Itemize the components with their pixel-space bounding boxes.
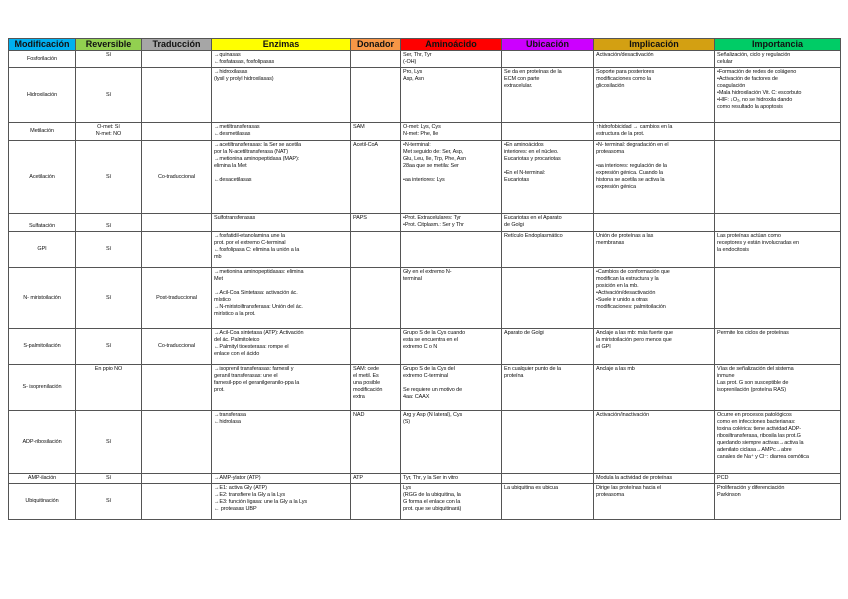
cell-amino-acid [401, 68, 502, 123]
cell-amino-acid [401, 214, 502, 232]
cell-line: •N- terminal: degradación en el [596, 142, 669, 148]
cell-line: →metionina aminopeptidasas: elimina [214, 269, 304, 275]
cell-line: (RGG de la ubiquitina, la [403, 492, 461, 498]
header-implication: Implicación [594, 39, 715, 51]
cell-line: ribosiltransferasa, ribosila las prot.G [717, 433, 801, 439]
table-row [9, 484, 841, 520]
cell-line: Aparato de Golgi [504, 330, 544, 336]
cell-amino-acid [401, 365, 502, 411]
cell-translation [142, 484, 212, 520]
cell-line: Sulfotransferasas [214, 215, 256, 221]
cell-line: extra [353, 394, 365, 400]
cell-amino-acid [401, 141, 502, 214]
cell-line: prot. [214, 387, 225, 393]
cell-line: PAPS [353, 215, 367, 221]
table-row [9, 411, 841, 474]
cell-line: •Prot. Citplasm.: Ser y Thr [403, 222, 464, 228]
table-row [9, 141, 841, 214]
cell-modification: Acetilación [9, 141, 76, 214]
cell-amino-acid [401, 329, 502, 365]
cell-modification: Hidroxilación [9, 68, 76, 123]
cell-line: Gly en el extremo N- [403, 269, 452, 275]
cell-line: extremo C o N [403, 344, 438, 350]
cell-line: Tyr, Thr, y la Ser in vitro [403, 475, 458, 481]
cell-line: Eucariotas en el Aparato [504, 215, 562, 221]
cell-line: •Formación de redes de colágeno [717, 69, 797, 75]
cell-line: →Acil-Coa sintetasa (ATP): Activación [214, 330, 304, 336]
cell-line: →hidroxilasas [214, 69, 248, 75]
cell-line: Sí [106, 498, 111, 504]
cell-line: glicosilación [596, 83, 625, 89]
cell-line: •Activación/desactivación [596, 290, 656, 296]
cell-line: Sí [106, 294, 111, 301]
cell-line: NAD [353, 412, 365, 418]
cell-line: En ppio NO [94, 366, 123, 372]
cell-line: O-met: Lys, Cys [403, 124, 441, 130]
cell-enzymes [212, 329, 351, 365]
cell-line: G forma el enlace con la [403, 499, 461, 505]
cell-reversible [76, 51, 142, 68]
cell-translation: Co-traduccional [142, 329, 212, 365]
cell-donor [351, 329, 401, 365]
cell-line: Eucariotas [504, 177, 529, 183]
cell-line: Vías de señalización del sistema [717, 366, 794, 372]
cell-line: Eucariotas y procariotas [504, 156, 561, 162]
cell-location [502, 411, 594, 474]
cell-reversible [76, 484, 142, 520]
header-row [9, 39, 841, 51]
cell-line: Arg y Asp (N lateral), Cys [403, 412, 463, 418]
cell-line: modificaciones: palmitoilación [596, 304, 666, 310]
cell-importance [715, 214, 841, 232]
cell-line: Glu, Leu, Ile, Trp, Phe, Asn [403, 156, 466, 162]
cell-modification: ADP-ribosilación [9, 411, 76, 474]
cell-donor [351, 411, 401, 474]
cell-importance [715, 474, 841, 484]
table-row [9, 329, 841, 365]
cell-implication [594, 123, 715, 141]
cell-line [214, 170, 348, 177]
cell-line: SAM: cede [353, 366, 380, 372]
cell-line: (S) [403, 419, 411, 425]
cell-donor [351, 365, 401, 411]
cell-amino-acid [401, 484, 502, 520]
cell-line [596, 156, 712, 163]
table-row [9, 51, 841, 68]
cell-line [403, 170, 499, 177]
cell-line: membranas [596, 240, 625, 246]
cell-location [502, 268, 594, 329]
cell-amino-acid [401, 51, 502, 68]
cell-line: terminal [403, 276, 422, 282]
cell-line: geranil transferasas: une el [214, 373, 278, 379]
cell-line: ←desmetilasas [214, 131, 251, 137]
cell-line: •Cambios de conformación que [596, 269, 670, 275]
cell-reversible [76, 365, 142, 411]
cell-modification: S- isoprenilación [9, 365, 76, 411]
cell-line: Sí [106, 343, 111, 349]
cell-line: •aa interiores: Lys [403, 177, 445, 183]
cell-importance [715, 51, 841, 68]
cell-line: toxina colérica: tiene actividad ADP- [717, 426, 802, 432]
cell-importance [715, 141, 841, 214]
cell-translation [142, 411, 212, 474]
header-amino-acid: Aminoácido [401, 39, 502, 51]
cell-implication [594, 51, 715, 68]
cell-line [504, 163, 591, 170]
cell-line: SAM [353, 124, 365, 130]
cell-line: como en infecciones bacterianas: [717, 419, 796, 425]
table-container [8, 38, 840, 520]
cell-modification: Ubiquitinación [9, 484, 76, 520]
cell-line: inmune [717, 373, 735, 379]
cell-enzymes [212, 214, 351, 232]
cell-donor [351, 484, 401, 520]
cell-enzymes [212, 411, 351, 474]
cell-line: Señalización, ciclo y regulación [717, 52, 791, 58]
cell-line: Anclaje a las mb: más fuerte que [596, 330, 673, 336]
table-row [9, 365, 841, 411]
cell-location [502, 329, 594, 365]
cell-location [502, 365, 594, 411]
cell-line: →isoprenil transferasas: farnesil y [214, 366, 294, 372]
cell-translation [142, 214, 212, 232]
cell-enzymes [212, 268, 351, 329]
cell-modification: AMP-ilación [9, 474, 76, 484]
cell-line: de Golgi [504, 222, 524, 228]
cell-line: (lysil y prolyl hidroxilasas) [214, 76, 274, 82]
cell-line: ←desacetilasas [214, 177, 252, 183]
cell-line: N-met: NO [95, 131, 122, 137]
cell-enzymes [212, 484, 351, 520]
cell-importance [715, 123, 841, 141]
cell-line: →acetiltransferasas: la Ser se acetila [214, 142, 301, 148]
cell-line: Anclaje a las mb [596, 366, 635, 372]
cell-line: •N-terminal: [403, 142, 431, 148]
cell-amino-acid [401, 411, 502, 474]
cell-enzymes [212, 474, 351, 484]
cell-line: Activación/desactivación [596, 52, 654, 58]
cell-line [403, 380, 499, 387]
cell-implication [594, 232, 715, 268]
cell-line: •Prot. Extracelulares: Tyr [403, 215, 461, 221]
cell-translation [142, 232, 212, 268]
cell-line: expresión génica [596, 184, 636, 190]
cell-reversible [76, 214, 142, 232]
table-row [9, 123, 841, 141]
cell-reversible [76, 68, 142, 123]
cell-line: ←hidrolasa [214, 419, 241, 425]
cell-enzymes [212, 123, 351, 141]
cell-line: →N-miristoiltransferasa: Unión del ác. [214, 304, 303, 310]
cell-importance [715, 268, 841, 329]
cell-translation [142, 51, 212, 68]
cell-line: prot. que se ubiquitinará) [403, 506, 462, 512]
cell-line: enlace con el ácido [214, 351, 260, 357]
cell-line: Modula la actividad de proteínas [596, 475, 672, 481]
cell-line: Pro, Lys [403, 69, 423, 75]
cell-line: Acetil-CoA [353, 142, 378, 148]
cell-donor [351, 232, 401, 268]
cell-implication [594, 484, 715, 520]
cell-line: •Activación de factores de [717, 76, 778, 82]
cell-donor [351, 268, 401, 329]
cell-line: →transferasa [214, 412, 246, 418]
cell-line: Las proteínas actúan como [717, 233, 781, 239]
cell-line: Grupo S de la Cys del [403, 366, 455, 372]
cell-line: Ocurre en procesos patológicos [717, 412, 792, 418]
cell-line: quedando siempre activas→activa la [717, 440, 804, 446]
cell-amino-acid [401, 123, 502, 141]
table-row [9, 268, 841, 329]
cell-line: N-met: Phe, Ile [403, 131, 439, 137]
cell-line: Proliferación y diferenciación [717, 485, 785, 491]
cell-line: Sí [106, 475, 111, 481]
cell-line: histona se acetila se activa la [596, 177, 665, 183]
cell-line: isoprenilación (proteína RAS) [717, 387, 786, 393]
cell-location [502, 214, 594, 232]
cell-line: •Mala hidroxilación Vit. C: escorbuto [717, 90, 802, 96]
cell-donor [351, 474, 401, 484]
cell-line: una posible [353, 380, 381, 386]
cell-importance [715, 365, 841, 411]
cell-line: Dirige las proteínas hacia el [596, 485, 661, 491]
cell-donor [351, 123, 401, 141]
cell-modification: S-palmitoilación [9, 329, 76, 365]
header-translation: Traducción [142, 39, 212, 51]
cell-enzymes [212, 51, 351, 68]
cell-location [502, 123, 594, 141]
header-modification: Modificación [9, 39, 76, 51]
cell-line: Activación/inactivación [596, 412, 650, 418]
cell-translation [142, 474, 212, 484]
cell-line: por la N-acetiltransferasa (NAT) [214, 149, 289, 155]
cell-location [502, 51, 594, 68]
cell-amino-acid [401, 232, 502, 268]
cell-importance [715, 329, 841, 365]
cell-amino-acid [401, 474, 502, 484]
cell-location [502, 484, 594, 520]
cell-line: Sí [106, 246, 111, 252]
cell-implication [594, 329, 715, 365]
cell-line: Soporte para posteriores [596, 69, 655, 75]
header-importance: Importancia [715, 39, 841, 51]
cell-location [502, 474, 594, 484]
cell-line: En cualquier punto de la [504, 366, 561, 372]
table-row [9, 68, 841, 123]
cell-reversible [76, 268, 142, 329]
cell-reversible [76, 411, 142, 474]
cell-line: Parkinson [717, 492, 741, 498]
cell-importance [715, 411, 841, 474]
cell-line: →Acil-Coa Sintetasa: activación ác. [214, 290, 298, 296]
cell-modification: N- miristoilación [9, 268, 76, 329]
cell-line: elimina la Met [214, 163, 247, 169]
cell-line: proteína [504, 373, 524, 379]
cell-line: Asp, Asn [403, 76, 424, 82]
cell-line: →metiltransferasas [214, 124, 260, 130]
cell-implication [594, 141, 715, 214]
cell-line: mb [214, 254, 222, 260]
cell-line: Met seguido de: Ser, Asp, [403, 149, 464, 155]
cell-line: prot. por el extremo C-terminal [214, 240, 286, 246]
cell-line: PCD [717, 475, 729, 481]
cell-line: proteasoma [596, 149, 625, 155]
cell-implication [594, 365, 715, 411]
cell-line: místico [214, 297, 231, 303]
cell-line: celular [717, 59, 733, 65]
cell-line: Sí [106, 173, 111, 180]
cell-line: proteasoma [596, 492, 625, 498]
cell-line: La ubiquitina es ubicua [504, 485, 558, 491]
cell-enzymes [212, 141, 351, 214]
cell-line: farnesil-ppo el geranilgeranilo-ppa la [214, 380, 300, 386]
cell-modification: Sulfatación [9, 214, 76, 232]
cell-line: interiores: en el núcleo. [504, 149, 559, 155]
cell-line: esta se encuentra en el [403, 337, 458, 343]
cell-line: ←Palmityl tioesterasa: rompe el [214, 344, 289, 350]
cell-translation: Co-traduccional [142, 141, 212, 214]
table-row [9, 474, 841, 484]
cell-line: Retículo Endoplasmático [504, 233, 563, 239]
cell-line: Sí [106, 52, 111, 58]
cell-line: el GPI [596, 344, 611, 350]
cell-reversible [76, 232, 142, 268]
cell-line: •En el N-terminal: [504, 170, 546, 176]
cell-line: receptores y están involucradas en [717, 240, 799, 246]
cell-line: modifican la estructura y la [596, 276, 659, 282]
cell-translation [142, 365, 212, 411]
cell-modification: GPI [9, 232, 76, 268]
ptm-table [8, 38, 841, 520]
cell-line: →metionina aminopeptidasa (MAP): [214, 156, 300, 162]
cell-amino-acid [401, 268, 502, 329]
cell-modification: Metilación [9, 123, 76, 141]
cell-translation: Post-traduccional [142, 268, 212, 329]
cell-translation [142, 68, 212, 123]
cell-enzymes [212, 232, 351, 268]
cell-line: el metil. Es [353, 373, 379, 379]
table-row [9, 214, 841, 232]
header-donor: Donador [351, 39, 401, 51]
cell-importance [715, 68, 841, 123]
cell-line: Grupo S de la Cys cuando [403, 330, 466, 336]
cell-line: Unión de proteínas a las [596, 233, 654, 239]
cell-location [502, 232, 594, 268]
cell-translation [142, 123, 212, 141]
cell-modification: Fosforilación [9, 51, 76, 68]
table-row [9, 232, 841, 268]
cell-reversible [76, 141, 142, 214]
cell-location [502, 68, 594, 123]
cell-implication [594, 268, 715, 329]
cell-line: •En aminoácidos [504, 142, 544, 148]
header-enzymes: Enzimas [212, 39, 351, 51]
cell-line: •HIF: ↓O₂, no se hidroxila dando [717, 97, 793, 103]
cell-line: O-met: Sí [97, 124, 120, 130]
header-reversible: Reversible [76, 39, 142, 51]
cell-line: adenilato ciclasa→AMPc→abre [717, 447, 792, 453]
cell-line: expresión génica. Cuando la [596, 170, 664, 176]
cell-enzymes [212, 365, 351, 411]
cell-line: ATP [353, 475, 363, 481]
cell-line: la miristoilación pero menos que [596, 337, 672, 343]
cell-donor [351, 141, 401, 214]
cell-line: Sí [106, 91, 111, 98]
cell-line: →E2: transfiere la Gly a la Lys [214, 492, 285, 498]
cell-line: •Suele ir unido a otras [596, 297, 648, 303]
cell-line: →E1: activa Gly (ATP) [214, 485, 267, 491]
cell-importance [715, 232, 841, 268]
cell-line: →quinasas [214, 52, 241, 58]
cell-line: Las prot. G son susceptible de [717, 380, 789, 386]
cell-donor [351, 214, 401, 232]
cell-line: •aa interiores: regulación de la [596, 163, 667, 169]
cell-line: del ác. Palmitoleico [214, 337, 260, 343]
cell-line [214, 283, 348, 290]
cell-line: coagulación [717, 83, 746, 89]
cell-line: ←fosfolipasa C: elimina la unión a la [214, 247, 300, 253]
cell-line: extracelular. [504, 83, 533, 89]
cell-line: Se requiere un motivo de [403, 387, 463, 393]
cell-implication [594, 411, 715, 474]
cell-line: ← proteasas UBP [214, 506, 257, 512]
cell-line: Se da en proteínas de la [504, 69, 562, 75]
cell-line: Permite los ciclos de proteínas [717, 330, 789, 336]
cell-importance [715, 484, 841, 520]
cell-implication [594, 68, 715, 123]
cell-implication [594, 474, 715, 484]
cell-line: la endocitosis [717, 247, 749, 253]
cell-implication [594, 214, 715, 232]
cell-line: estructura de la prot. [596, 131, 645, 137]
cell-line: Ser, Thr, Tyr [403, 52, 432, 58]
header-location: Ubicación [502, 39, 594, 51]
cell-line: 28aa que se metila: Ser [403, 163, 459, 169]
cell-line: ECM con parte [504, 76, 540, 82]
cell-line: como resultado la apoptosis [717, 104, 783, 110]
cell-line: extremo C-terminal [403, 373, 448, 379]
cell-line: (-OH) [403, 59, 417, 65]
cell-line: canales de Na⁺ y Cl⁻: diarrea osmótica [717, 454, 809, 460]
cell-line: →AMP-ylator (ATP) [214, 475, 261, 481]
cell-line: Sí [106, 223, 111, 229]
cell-line: 4aa: CAAX [403, 394, 430, 400]
cell-line: Met [214, 276, 223, 282]
cell-line: Lys [403, 485, 412, 491]
cell-line: →E3: función ligasa: une la Gly a la Lys [214, 499, 308, 505]
cell-donor [351, 51, 401, 68]
cell-line: Sí [106, 438, 111, 445]
cell-line: posición en la mb. [596, 283, 639, 289]
table-body [9, 51, 841, 520]
cell-line: mirístico a la prot. [214, 311, 256, 317]
cell-enzymes [212, 68, 351, 123]
cell-reversible [76, 474, 142, 484]
cell-line: →fosfatidil-etanolamina une la [214, 233, 285, 239]
cell-line: ←fosfatasas, fosfolipasas [214, 59, 275, 65]
cell-line: ↑hidrofobicidad → cambios en la [596, 124, 673, 130]
cell-location [502, 141, 594, 214]
cell-donor [351, 68, 401, 123]
cell-reversible [76, 329, 142, 365]
cell-line: modificaciones como la [596, 76, 651, 82]
cell-reversible [76, 123, 142, 141]
cell-line: modificación [353, 387, 383, 393]
